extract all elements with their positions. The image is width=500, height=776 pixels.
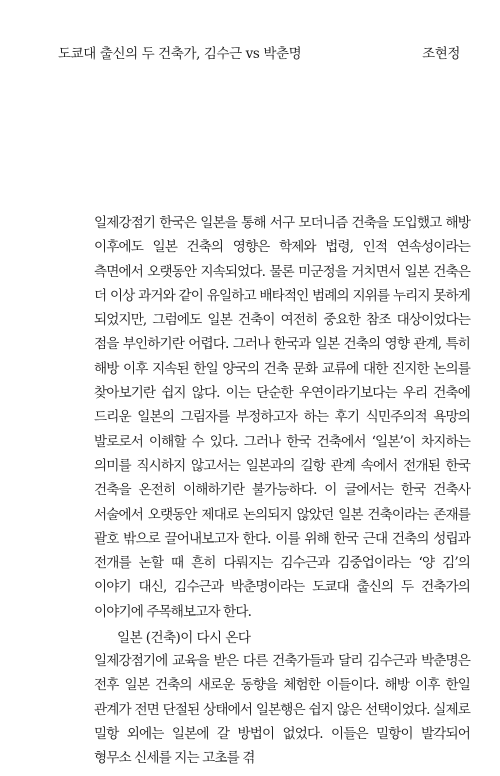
section-heading: 일본 (건축)이 다시 온다 bbox=[117, 630, 251, 646]
running-header-title: 도쿄대 출신의 두 건축가, 김수근 vs 박춘명 bbox=[58, 46, 302, 62]
running-header-author: 조현정 bbox=[422, 46, 460, 62]
intro-paragraph: 일제강점기 한국은 일본을 통해 서구 모더니즘 건축을 도입했고 해방 이후에도 일본 건축의 영향은 학제와 법령, 인적 연속성이라는 측면에서 오랫동안 지속되었다. 물론 미군정을 거치면서 일본 건축은 더 이상 과거와 같이 유일하고 배타적인 범례의 지위를 누리지 못하게 되었지만, 그럼에도 일본 건축이 여전히 중요한 참조 대상이었다는 점을 부인하기란 어렵다. 그러나 한국과 일본 건축의 영향 관계, 특히 해방 이후 지속된 한일 양국의 건축 문화 교류에 대한 진지한 논의를 찾아보기란 쉽지 않다. 이는 단순한 우연이라기보다는 우리 건축에 드리운 일본의 그림자를 부정하고자 하는 후기 식민주의적 욕망의 발로로서 이해할 수 있다. 그러나 한국 건축에서 ‘일본’이 차지하는 의미를 직시하지 않고서는 일본과의 길항 관계 속에서 전개된 한국 건축을 온전히 이해하기란 불가능하다. 이 글에서는 한국 건축사 서술에서 오랫동안 제대로 논의되지 않았던 일본 건축이라는 존재를 괄호 밖으로 끌어내보고자 한다. 이를 위해 한국 근대 건축의 성립과 전개를 논할 때 흔히 다뤄지는 김수근과 김중업이라는 ‘양 김’의 이야기 대신, 김수근과 박춘명이라는 도쿄대 출신의 두 건축가의 이야기에 주목해보고자 한다. bbox=[94, 215, 470, 620]
running-header bbox=[58, 42, 460, 62]
section-paragraph: 일제강점기에 교육을 받은 다른 건축가들과 달리 김수근과 박춘명은 전후 일본 건축의 새로운 동향을 체험한 이들이다. 해방 이후 한일 관계가 전면 단절된 상태에서 일본행은 쉽지 않은 선택이었다. 실제로 밀항 외에는 일본에 갈 방법이 없었다. 이들은 밀항이 발각되어 형무소 신세를 지는 고초를 겪 bbox=[94, 653, 470, 767]
